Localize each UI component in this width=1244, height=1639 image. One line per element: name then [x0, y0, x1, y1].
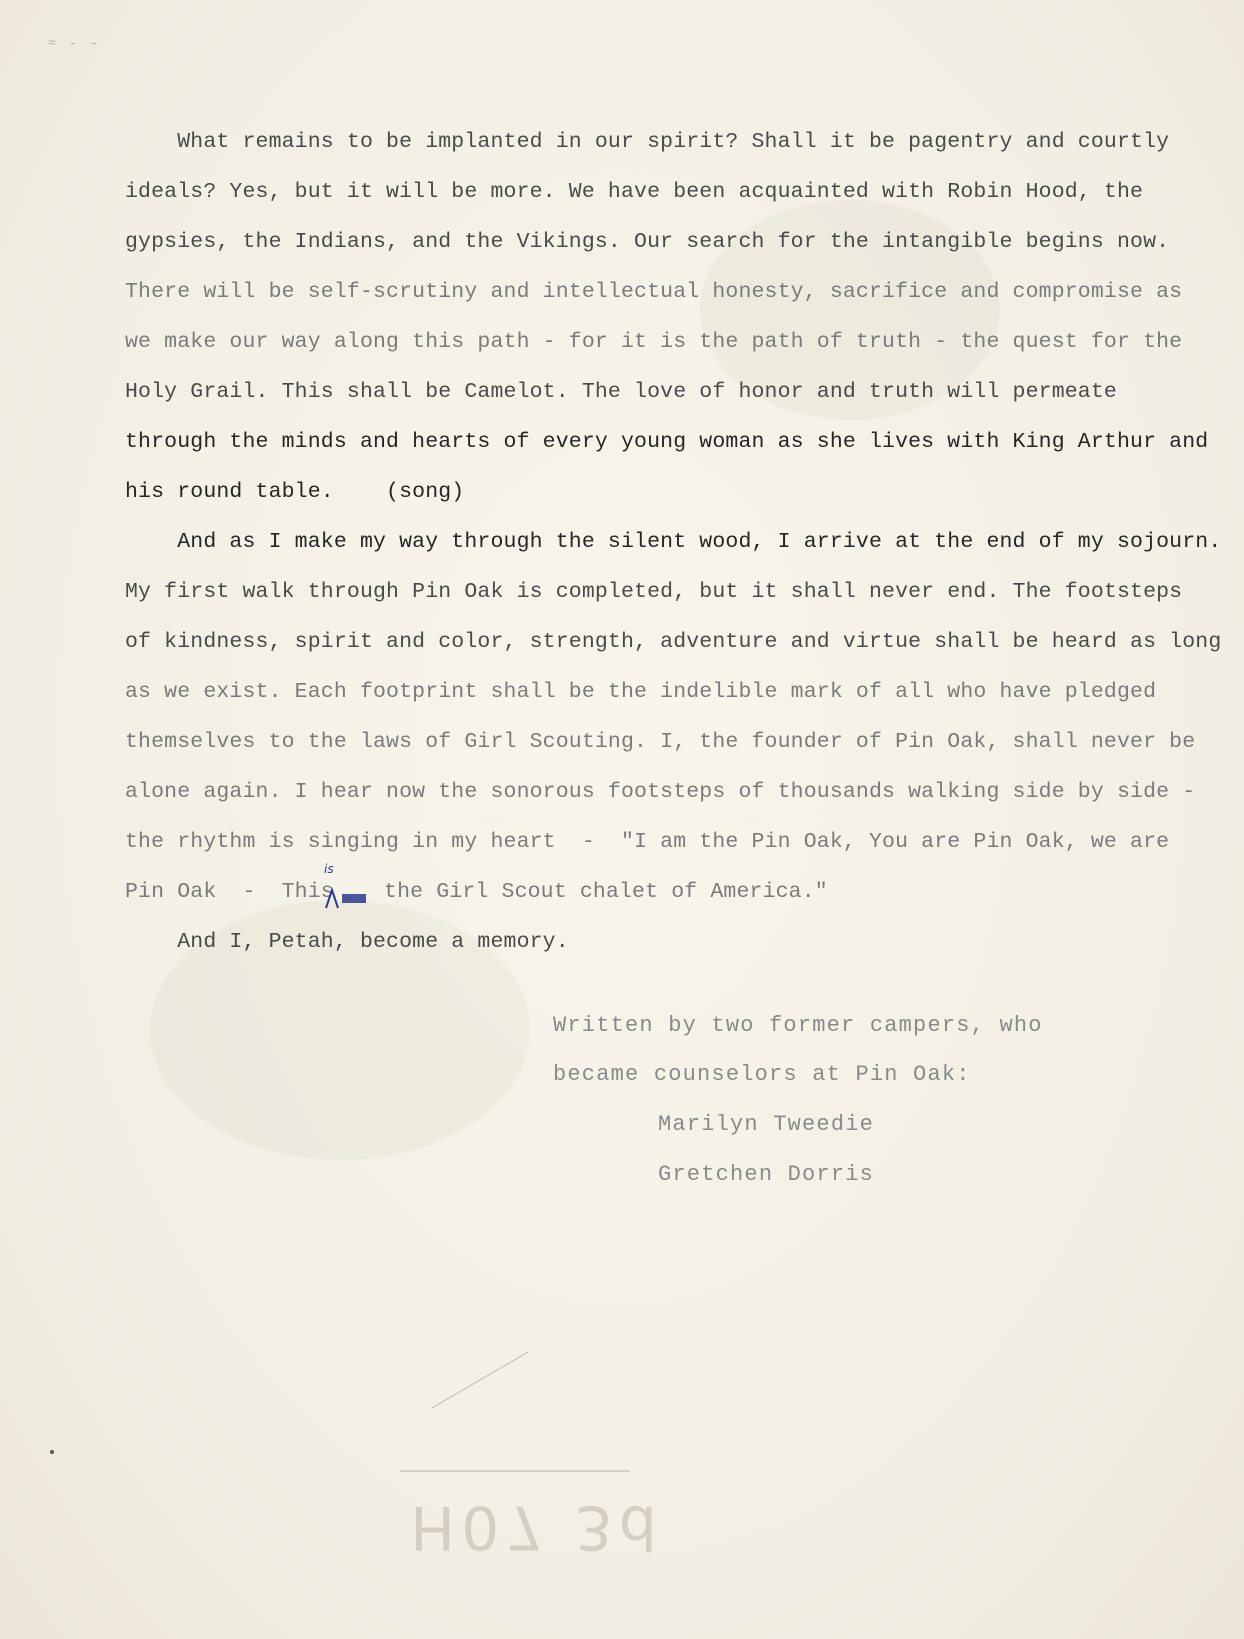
attribution-line: became counselors at Pin Oak:	[553, 1062, 971, 1087]
text-line: of kindness, spirit and color, strength, adventure and virtue shall be heard as long	[125, 630, 1222, 654]
author-name: Marilyn Tweedie	[658, 1112, 875, 1137]
text-line: the rhythm is singing in my heart - "I am the Pin Oak, You are Pin Oak, we are	[125, 830, 1170, 854]
text-line: My first walk through Pin Oak is completed, but it shall never end. The footsteps	[125, 580, 1183, 604]
closing-line: And I, Petah, become a memory.	[125, 930, 569, 954]
text-line: Pin Oak - This	[125, 880, 334, 904]
text-line: Holy Grail. This shall be Camelot. The love of honor and truth will permeate	[125, 380, 1117, 404]
text-line: his round table. (song)	[125, 480, 465, 504]
stamp-rule	[400, 1470, 630, 1472]
author-name: Gretchen Dorris	[658, 1162, 875, 1187]
pencil-mark-icon	[430, 1350, 530, 1410]
text-line: themselves to the laws of Girl Scouting. I, the founder of Pin Oak, shall never be	[125, 730, 1196, 754]
text-line: alone again. I hear now the sonorous footsteps of thousands walking side by side -	[125, 780, 1196, 804]
ink-dot	[50, 1450, 54, 1454]
corner-smudge: ≈ ‑ ‑	[48, 36, 101, 52]
reversed-stamp	[400, 1470, 720, 1590]
attribution-line: Written by two former campers, who	[553, 1013, 1043, 1038]
text-line: What remains to be implanted in our spirit? Shall it be pagentry and courtly	[125, 130, 1170, 154]
text-line: There will be self-scrutiny and intellectual honesty, sacrifice and compromise as	[125, 280, 1183, 304]
text-line: as we exist. Each footprint shall be the indelible mark of all who have pledged	[125, 680, 1157, 704]
text-line: through the minds and hearts of every young woman as she lives with King Arthur and	[125, 430, 1209, 454]
text-line: gypsies, the Indians, and the Vikings. Our search for the intangible begins now.	[125, 230, 1170, 254]
text-line: we make our way along this path - for it is the path of truth - the quest for the	[125, 330, 1183, 354]
handwritten-insert-text: is	[324, 862, 334, 876]
text-line: the Girl Scout chalet of America."	[371, 880, 828, 904]
handwritten-correction	[322, 862, 352, 908]
text-line: And as I make my way through the silent wood, I arrive at the end of my sojourn.	[125, 530, 1222, 554]
stamp-text: H07 3d	[410, 1492, 663, 1562]
text-line: ideals? Yes, but it will be more. We have been acquainted with Robin Hood, the	[125, 180, 1144, 204]
paper-fold	[0, 817, 1244, 819]
